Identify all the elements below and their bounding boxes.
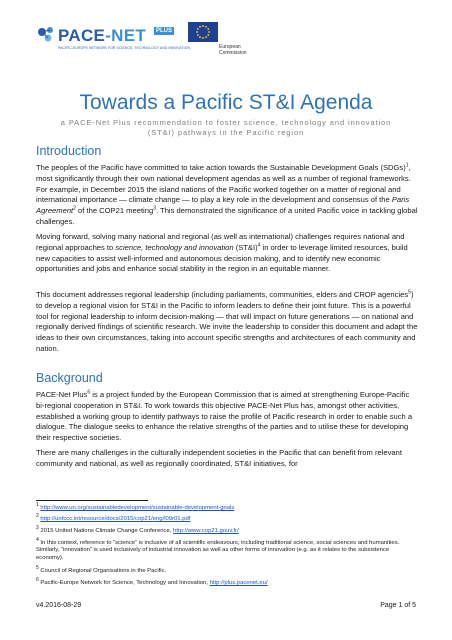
- footnote-1: $^1$ http://www.un.org/sustainabledevelopment/sustainable-development-goals: [36, 502, 235, 511]
- logo-tagline: PACIFIC-EUROPE NETWORK FOR SCIENCE, TECHNOLOGY AND INNOVATION: [58, 46, 191, 50]
- footnote-ref-2[interactable]: 2: [73, 205, 76, 212]
- eu-flag-icon: [188, 22, 218, 42]
- european-commission-logo: [188, 22, 248, 62]
- logo-plus-badge: PLUS: [156, 28, 173, 34]
- pace-net-plus-logo: [36, 22, 191, 64]
- footnote-ref-5[interactable]: 5: [408, 289, 411, 296]
- footnote-6-link[interactable]: http://plus.pacenet.eu/: [209, 580, 268, 586]
- footnote-ref-3[interactable]: 3: [153, 205, 156, 212]
- footnote-2: $^2$ http://unfccc.int/resource/docs/2015/cop21/eng/l09r01.pdf: [36, 513, 191, 522]
- background-paragraph-1: PACE-Net Plus$^6$ is a project funded by the European Commission that is aimed at strengthening Europe-Pacific bi-regional cooperation in ST&I. To work towards this objective PACE-Net Plus has, amongst other activities, established a working group to identify pathways to raise the profile of Pacific research in order to enable such a dialogue. The dialogue seeks to enhance the relative strengths of the parties and to utilise these for developing their respective societies.: [36, 389, 413, 443]
- footnote-3-link[interactable]: http://www.cop21.gouv.fr/: [173, 528, 239, 534]
- footnote-5: $^5$ Council of Regional Organisations in the Pacific.: [36, 565, 167, 574]
- footnote-4: $^4$ In this context, reference to “science” is inclusive of all scientific endeavours, including traditional science, social sciences and humanities. Similarly, “innovation” is used inclusively of industrial innovation as well as other forms of innovation (e.g. as it relates to the subsistence economy).: [36, 537, 400, 561]
- introduction-heading: Introduction: [36, 144, 102, 158]
- introduction-paragraph-1: The peoples of the Pacific have committed to take action towards the Sustainable Development Goals (SDGs)$^1$, most significantly through their own national development agendas as well as a number of regional frameworks. For example, in December 2015 the island nations of the Pacific worked together on a matter of regional and international importance — climate change — to play a key role in the development and consensus of the Paris Agreement$^2$ of the COP21 meeting$^3$. This demonstrated the significance of a united Pacific voice in tackling global challenges.: [36, 162, 418, 226]
- introduction-paragraph-2: Moving forward, solving many national and regional (as well as international) challenges requires national and regional approaches to science, technology and innovation (ST&I)$^4$ in order to leverage limited resources, build new capacities to assist well-informed and autonomous decision making, and to identify new economic opportunities and jobs and enhance social stability in the region in an equitable manner.: [36, 232, 408, 274]
- footnote-divider: [36, 500, 148, 501]
- footnote-ref-6[interactable]: 6: [87, 389, 91, 396]
- page-number: Page 1 of 5: [380, 602, 416, 609]
- document-subtitle: a PACE-Net Plus recommendation to foster science, technology and innovation (ST&I) pathways in the Pacific region: [60, 118, 392, 137]
- header-logos: [36, 22, 416, 64]
- introduction-paragraph-3: This document addresses regional leadership (including parliaments, communities, elders and CROP agencies$^5$) to develop a regional vision for ST&I in the Pacific to inform leaders to define their joint future. This is a powerful tool for regional leadership to inform decision-making — that will impact on future generations — on national and regionally derived findings of scientific research. We invite the leadership to consider this document and adapt the ideas to their own circumstances, taking into account specific strengths and architectures of each community and nation.: [36, 289, 418, 353]
- footnote-3: $^3$ 2015 United Nations Climate Change Conference, http://www.cop21.gouv.fr/: [36, 525, 239, 534]
- background-paragraph-2: There are many challenges in the culturally independent societies in the Pacific that can benefit from relevant community and national, as well as regionally coordinated, ST&I initiatives, for: [36, 448, 402, 468]
- pace-net-mark-icon: [36, 24, 58, 44]
- version-label: v4.2016-08-29: [36, 602, 82, 609]
- eu-text: European Commission: [219, 44, 247, 56]
- footnote-1-link[interactable]: http://www.un.org/sustainabledevelopment/sustainable-development-goals: [40, 505, 235, 511]
- document-title: Towards a Pacific ST&I Agenda: [79, 91, 373, 114]
- footnote-ref-1[interactable]: 1: [405, 162, 409, 169]
- footnote-2-link[interactable]: http://unfccc.int/resource/docs/2015/cop21/eng/l09r01.pdf: [40, 516, 191, 522]
- footnote-ref-4[interactable]: 4: [257, 242, 261, 249]
- footnote-6: $^6$ Pacific-Europe Network for Science, Technology and Innovation, http://plus.pacenet.eu/: [36, 577, 268, 586]
- logo-wordmark: PACE-NET: [58, 26, 147, 45]
- background-heading: Background: [36, 371, 103, 385]
